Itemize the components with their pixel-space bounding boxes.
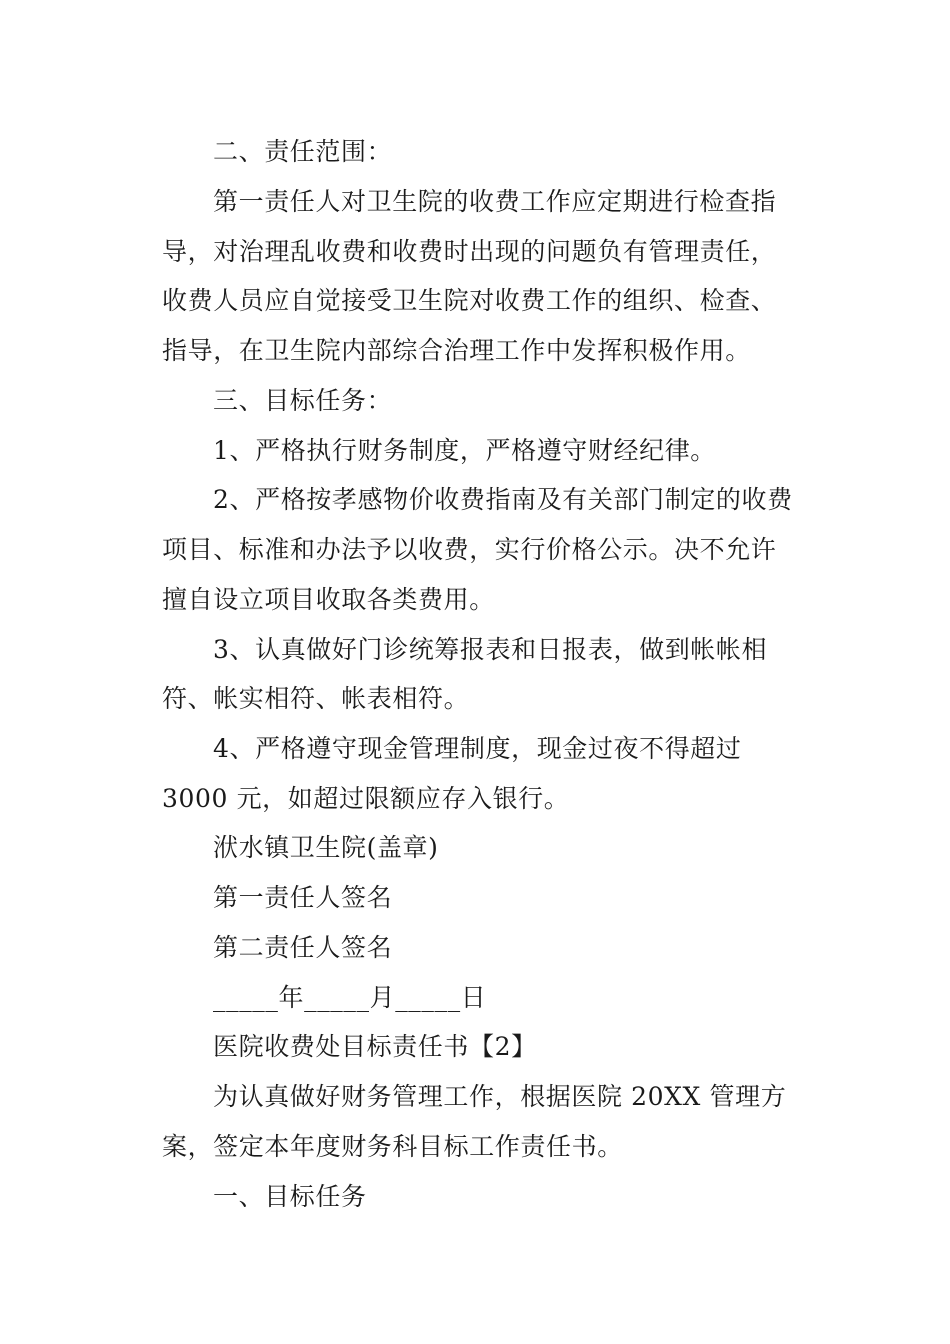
section-heading-responsibility-scope: 二、责任范围： xyxy=(213,137,393,166)
list-item-1: 1、严格执行财务制度，严格遵守财经纪律。 xyxy=(213,436,716,465)
paragraph-line: 符、帐实相符、帐表相符。 xyxy=(162,684,470,713)
list-item-3: 3、认真做好门诊统筹报表和日报表，做到帐帐相 xyxy=(213,635,768,664)
paragraph-line: 3000 元，如超过限额应存入银行。 xyxy=(162,784,570,813)
paragraph-line: 收费人员应自觉接受卫生院对收费工作的组织、检查、 xyxy=(162,286,777,315)
section-heading-target-tasks: 三、目标任务： xyxy=(213,386,393,415)
paragraph-line: 案，签定本年度财务科目标工作责任书。 xyxy=(162,1132,623,1161)
paragraph-line: 第一责任人对卫生院的收费工作应定期进行检查指 xyxy=(213,187,777,216)
list-item-2: 2、严格按孝感物价收费指南及有关部门制定的收费 xyxy=(213,485,793,514)
organization-seal-line: 洑水镇卫生院(盖章) xyxy=(213,833,439,862)
document-subtitle: 医院收费处目标责任书【2】 xyxy=(213,1032,537,1061)
section-heading-target-tasks-2: 一、目标任务 xyxy=(213,1182,367,1211)
second-signatory-line: 第二责任人签名 xyxy=(213,933,393,962)
paragraph-line: 擅自设立项目收取各类费用。 xyxy=(162,585,495,614)
date-line: _____年_____月_____日 xyxy=(213,983,487,1012)
first-signatory-line: 第一责任人签名 xyxy=(213,883,393,912)
list-item-4: 4、严格遵守现金管理制度，现金过夜不得超过 xyxy=(213,734,742,763)
paragraph-line: 为认真做好财务管理工作，根据医院 20XX 管理方 xyxy=(213,1082,787,1111)
paragraph-line: 导，对治理乱收费和收费时出现的问题负有管理责任， xyxy=(162,237,777,266)
paragraph-line: 项目、标准和办法予以收费，实行价格公示。决不允许 xyxy=(162,535,777,564)
paragraph-line: 指导，在卫生院内部综合治理工作中发挥积极作用。 xyxy=(162,336,751,365)
